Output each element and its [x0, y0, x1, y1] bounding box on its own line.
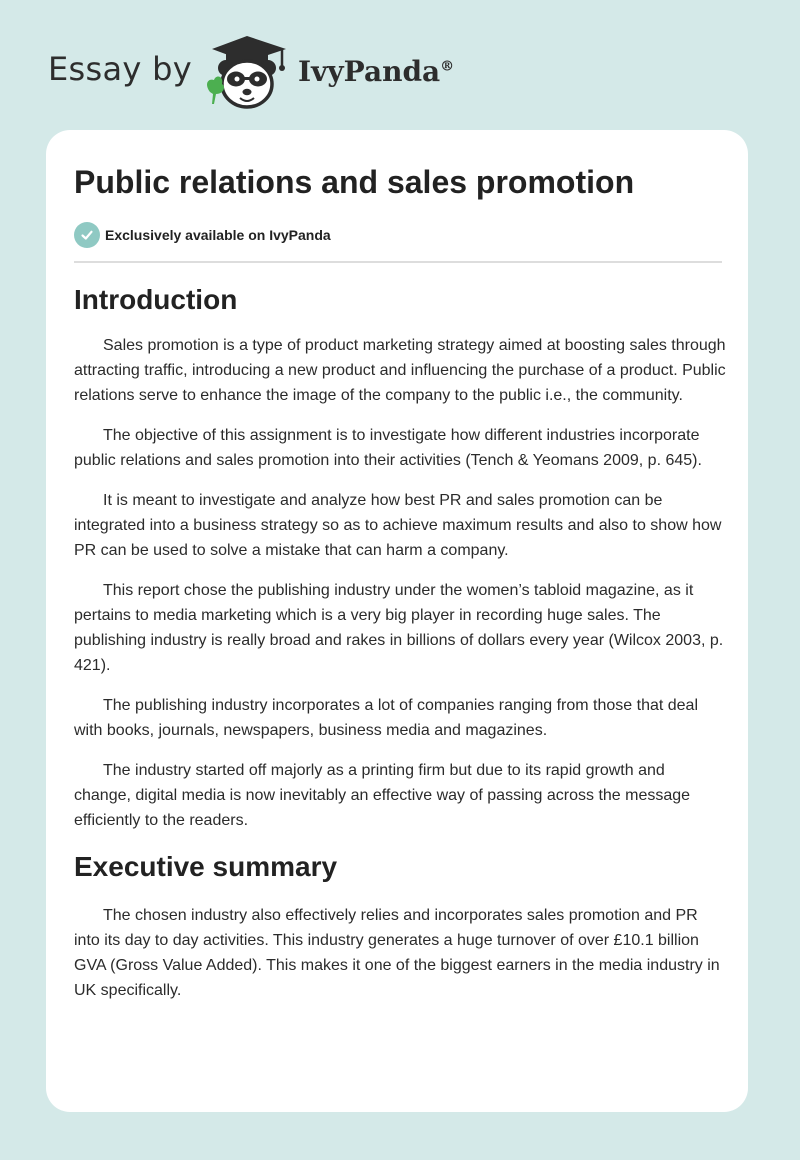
section-heading: Executive summary: [74, 851, 338, 882]
essay-by-label: Essay by: [48, 50, 192, 88]
title-divider: [74, 261, 722, 263]
brand-logo-text[interactable]: [298, 55, 454, 88]
ivy-leaf-icon: [207, 77, 224, 104]
panda-graduate-icon[interactable]: [202, 34, 292, 110]
section-executive-summary: [74, 849, 726, 1003]
section-introduction: [74, 282, 726, 833]
registered-mark: ®: [440, 58, 455, 75]
paragraph: This report chose the publishing industry under the women’s tabloid magazine, as it pertains to media marketing which is a very big player in recording huge sales. The publishing industry is really broad and rakes in billions of dollars every year (Wilcox 2003, p. 421).: [74, 582, 724, 674]
paragraph: The objective of this assignment is to investigate how different industries incorporate public relations and sales promotion into their activities (Tench & Yeomans 2009, p. 645).: [74, 427, 702, 469]
site-header: [0, 0, 800, 120]
article-card: [46, 130, 748, 1112]
paragraph: The publishing industry incorporates a lot of companies ranging from those that deal with books, journals, newspapers, business media and magazines.: [74, 697, 699, 739]
section-heading: Introduction: [74, 284, 238, 315]
exclusive-label: Exclusively available on IvyPanda: [105, 227, 331, 243]
paragraph: Sales promotion is a type of product marketing strategy aimed at boosting sales through attracting traffic, introducing a new product and influencing the purchase of a product. Public relations serve to enhance the image of the company to the public i.e., the community.: [74, 337, 726, 404]
article-content: [74, 282, 726, 1003]
check-circle-icon: [74, 222, 100, 248]
paragraph: It is meant to investigate and analyze how best PR and sales promotion can be integrated into a business strategy so as to achieve maximum results and also to show how PR can be used to solve a mistake that can harm a company.: [74, 492, 722, 559]
paragraph: The chosen industry also effectively relies and incorporates sales promotion and PR into its day to day activities. This industry generates a huge turnover of over £10.1 billion GVA (Gross Value Added). This makes it one of the biggest earners in the media industry in UK specifically.: [74, 907, 720, 999]
article-title: Public relations and sales promotion: [74, 164, 635, 200]
exclusive-badge: [74, 222, 331, 248]
brand-name: IvyPanda: [298, 55, 441, 88]
paragraph: The industry started off majorly as a printing firm but due to its rapid growth and change, digital media is now inevitably an effective way of passing across the message efficiently to the readers.: [74, 762, 691, 829]
